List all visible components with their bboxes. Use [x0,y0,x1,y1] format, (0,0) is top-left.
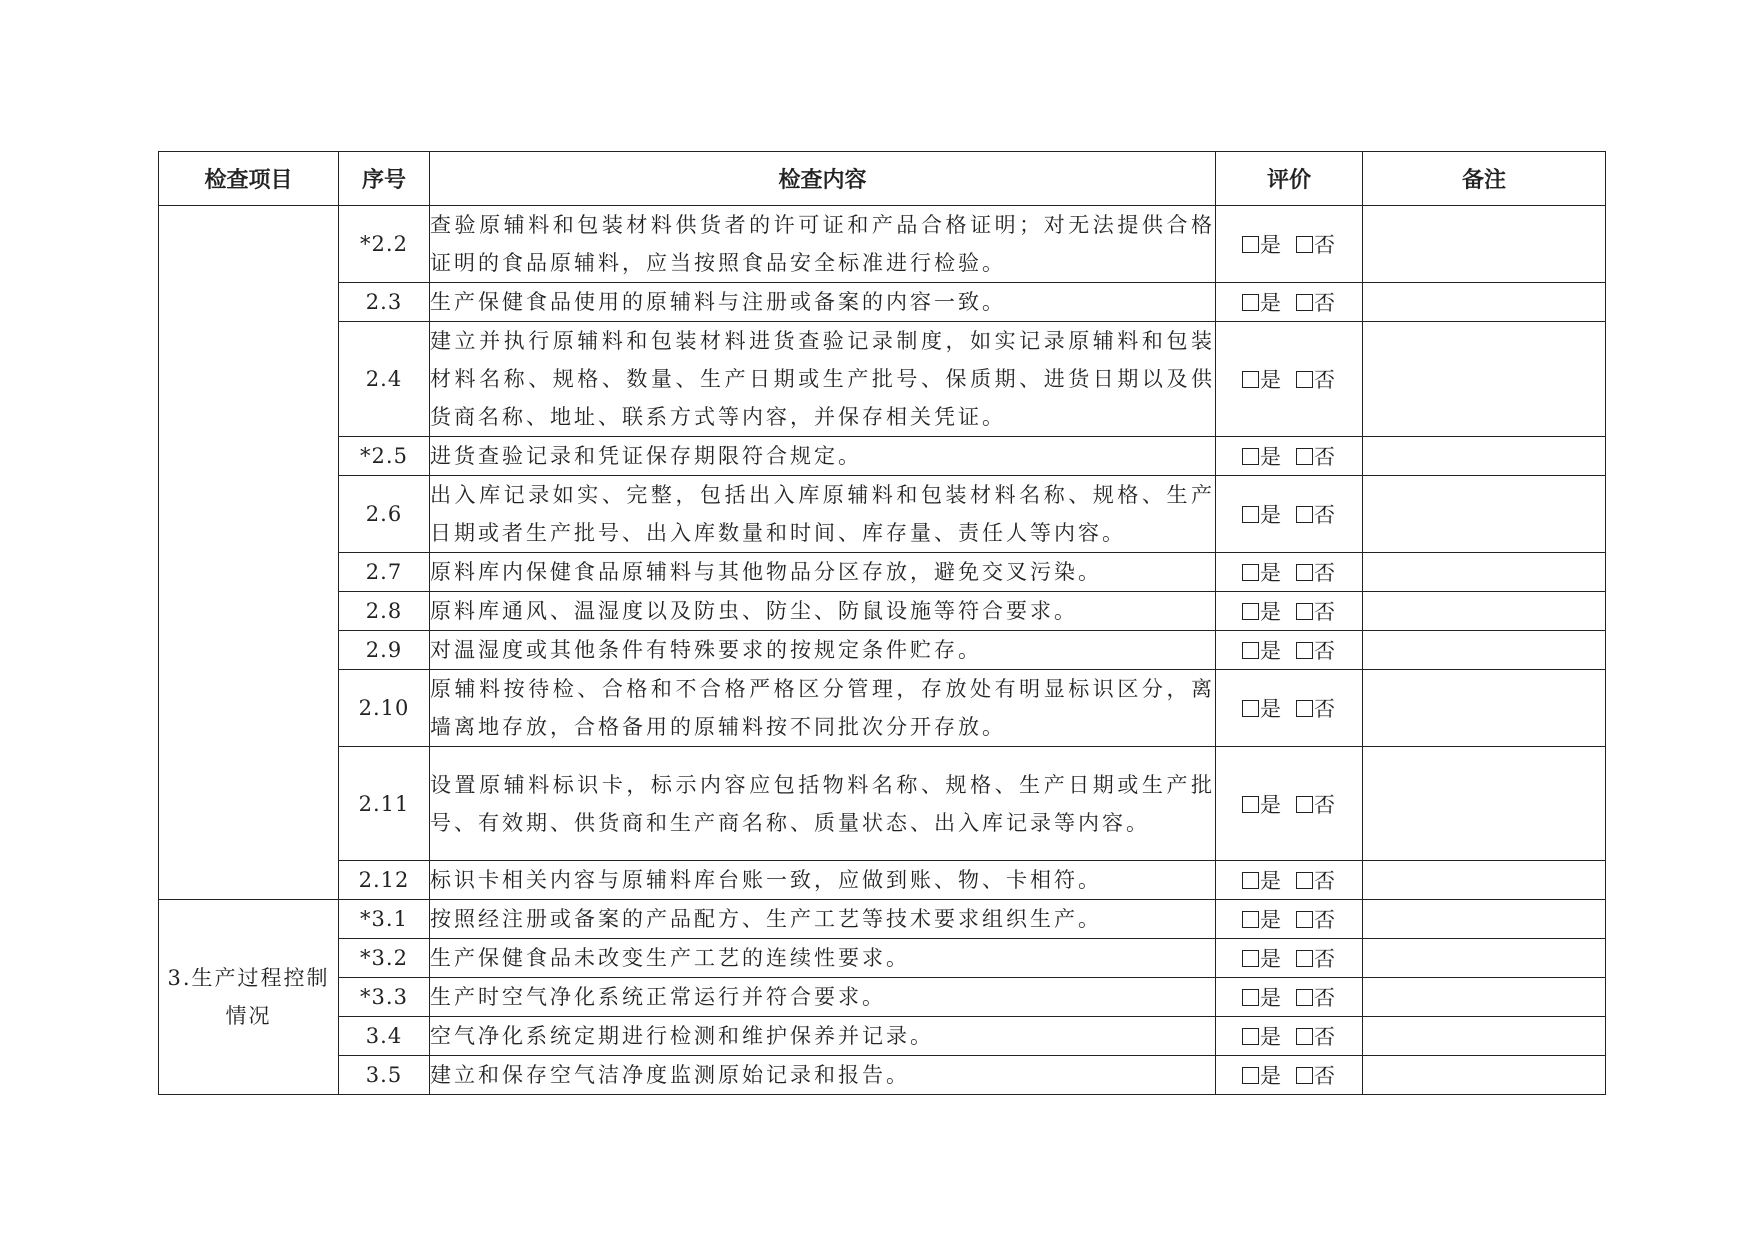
eval-option-no[interactable] [1296,908,1336,932]
eval-option-no[interactable] [1296,869,1336,893]
row-note[interactable] [1363,437,1606,476]
eval-option-no[interactable] [1296,697,1336,721]
checkbox-icon[interactable] [1296,950,1313,967]
row-content: 标识卡相关内容与原辅料库台账一致，应做到账、物、卡相符。 [430,861,1216,900]
eval-option-label: 是 [1260,1064,1282,1088]
table-row [159,1017,1606,1056]
eval-option-no[interactable] [1296,947,1336,971]
row-eval [1216,861,1363,900]
eval-option-label: 否 [1314,503,1336,527]
row-content: 生产保健食品使用的原辅料与注册或备案的内容一致。 [430,283,1216,322]
eval-option-yes[interactable] [1242,697,1282,721]
eval-option-yes[interactable] [1242,445,1282,469]
eval-option-label: 否 [1314,792,1336,817]
inspection-table [158,151,1606,1095]
eval-option-yes[interactable] [1242,561,1282,585]
row-content: 原料库内保健食品原辅料与其他物品分区存放，避免交叉污染。 [430,553,1216,592]
checkbox-icon[interactable] [1242,564,1259,581]
row-eval [1216,1056,1363,1095]
row-eval [1216,631,1363,670]
row-content: 空气净化系统定期进行检测和维护保养并记录。 [430,1017,1216,1056]
eval-option-label: 是 [1260,792,1282,817]
row-note[interactable] [1363,978,1606,1017]
header-row [159,152,1606,206]
checkbox-icon[interactable] [1242,642,1259,659]
row-eval [1216,283,1363,322]
checkbox-icon[interactable] [1242,1028,1259,1045]
header-content: 检查内容 [430,152,1216,206]
checkbox-icon[interactable] [1242,796,1259,813]
row-seq: *3.3 [339,978,430,1017]
eval-option-label: 是 [1260,947,1282,971]
eval-option-no[interactable] [1296,233,1336,257]
eval-option-no[interactable] [1296,639,1336,663]
checkbox-icon[interactable] [1296,1028,1313,1045]
row-seq: 2.3 [339,283,430,322]
checkbox-icon[interactable] [1242,700,1259,717]
row-content: 建立和保存空气洁净度监测原始记录和报告。 [430,1056,1216,1095]
checkbox-icon[interactable] [1242,294,1259,311]
row-note[interactable] [1363,861,1606,900]
eval-option-label: 是 [1260,291,1282,315]
eval-option-no[interactable] [1296,1025,1336,1049]
eval-option-label: 否 [1314,908,1336,932]
eval-option-yes[interactable] [1242,908,1282,932]
eval-option-yes[interactable] [1242,368,1282,392]
row-note[interactable] [1363,592,1606,631]
row-seq: 2.6 [339,476,430,553]
checkbox-icon[interactable] [1296,700,1313,717]
eval-option-label: 是 [1260,503,1282,527]
row-seq: 3.5 [339,1056,430,1095]
table-row [159,978,1606,1017]
row-note[interactable] [1363,322,1606,437]
checkbox-icon[interactable] [1296,294,1313,311]
checkbox-icon[interactable] [1242,371,1259,388]
eval-option-label: 是 [1260,600,1282,624]
eval-option-yes[interactable] [1242,793,1282,817]
eval-option-no[interactable] [1296,561,1336,585]
checkbox-icon[interactable] [1242,236,1259,253]
checkbox-icon[interactable] [1242,448,1259,465]
checkbox-icon[interactable] [1242,1067,1259,1084]
row-seq: 2.9 [339,631,430,670]
eval-option-no[interactable] [1296,445,1336,469]
row-seq: 2.11 [339,747,430,861]
eval-option-no[interactable] [1296,291,1336,315]
checkbox-icon[interactable] [1296,989,1313,1006]
category-cell-2 [159,206,339,900]
header-item: 检查项目 [159,152,339,206]
eval-option-label: 否 [1314,697,1336,721]
category-cell-3: 3.生产过程控制情况 [159,900,339,1095]
table-row [159,476,1606,553]
eval-option-no[interactable] [1296,793,1336,817]
row-eval [1216,206,1363,283]
table-row [159,283,1606,322]
table-row [159,747,1606,861]
table-row [159,553,1606,592]
checkbox-icon[interactable] [1296,872,1313,889]
row-eval [1216,747,1363,861]
eval-option-label: 是 [1260,233,1282,257]
header-seq: 序号 [339,152,430,206]
row-eval [1216,476,1363,553]
checkbox-icon[interactable] [1242,506,1259,523]
row-seq: 3.4 [339,1017,430,1056]
eval-option-yes[interactable] [1242,1025,1282,1049]
row-seq: 2.10 [339,670,430,747]
row-note[interactable] [1363,1056,1606,1095]
eval-option-label: 是 [1260,561,1282,585]
checkbox-icon[interactable] [1296,1067,1313,1084]
row-note[interactable] [1363,939,1606,978]
row-seq: *3.1 [339,900,430,939]
eval-option-label: 否 [1314,445,1336,469]
checkbox-icon[interactable] [1296,564,1313,581]
eval-option-no[interactable] [1296,368,1336,392]
row-content: 对温湿度或其他条件有特殊要求的按规定条件贮存。 [430,631,1216,670]
row-seq: *2.5 [339,437,430,476]
row-note[interactable] [1363,206,1606,283]
eval-option-label: 否 [1314,291,1336,315]
eval-option-label: 否 [1314,233,1336,257]
table-row [159,670,1606,747]
row-seq: 2.7 [339,553,430,592]
eval-option-label: 否 [1314,561,1336,585]
eval-option-label: 是 [1260,1025,1282,1049]
checkbox-icon[interactable] [1296,371,1313,388]
eval-option-label: 是 [1260,697,1282,721]
eval-option-yes[interactable] [1242,869,1282,893]
eval-option-yes[interactable] [1242,600,1282,624]
checkbox-icon[interactable] [1296,796,1313,813]
table-row [159,322,1606,437]
eval-option-label: 否 [1314,1025,1336,1049]
row-note[interactable] [1363,476,1606,553]
row-seq: 2.4 [339,322,430,437]
row-note[interactable] [1363,283,1606,322]
eval-option-label: 是 [1260,908,1282,932]
table-row [159,206,1606,283]
row-content: 生产时空气净化系统正常运行并符合要求。 [430,978,1216,1017]
table-row [159,437,1606,476]
eval-option-label: 否 [1314,947,1336,971]
row-content: 原料库通风、温湿度以及防虫、防尘、防鼠设施等符合要求。 [430,592,1216,631]
eval-option-no[interactable] [1296,986,1336,1010]
row-eval [1216,322,1363,437]
checkbox-icon[interactable] [1296,448,1313,465]
eval-option-label: 是 [1260,368,1282,392]
row-content: 设置原辅料标识卡，标示内容应包括物料名称、规格、生产日期或生产批号、有效期、供货商和生产商名称、质量状态、出入库记录等内容。 [430,747,1216,861]
eval-option-label: 否 [1314,869,1336,893]
eval-option-label: 是 [1260,445,1282,469]
checkbox-icon[interactable] [1242,911,1259,928]
eval-option-no[interactable] [1296,503,1336,527]
header-eval: 评价 [1216,152,1363,206]
eval-option-label: 否 [1314,986,1336,1010]
row-content: 查验原辅料和包装材料供货者的许可证和产品合格证明；对无法提供合格证明的食品原辅料，应当按照食品安全标准进行检验。 [430,206,1216,283]
row-content: 进货查验记录和凭证保存期限符合规定。 [430,437,1216,476]
row-note[interactable] [1363,900,1606,939]
row-content: 生产保健食品未改变生产工艺的连续性要求。 [430,939,1216,978]
row-seq: 2.12 [339,861,430,900]
checkbox-icon[interactable] [1242,950,1259,967]
eval-option-label: 是 [1260,639,1282,663]
row-eval [1216,553,1363,592]
eval-option-label: 否 [1314,639,1336,663]
eval-option-yes[interactable] [1242,947,1282,971]
eval-option-label: 是 [1260,869,1282,893]
row-eval [1216,939,1363,978]
row-eval [1216,978,1363,1017]
table-row [159,631,1606,670]
row-note[interactable] [1363,670,1606,747]
table-row [159,861,1606,900]
eval-option-yes[interactable] [1242,1064,1282,1088]
checkbox-icon[interactable] [1242,872,1259,889]
row-note[interactable] [1363,553,1606,592]
table-row [159,592,1606,631]
eval-option-yes[interactable] [1242,986,1282,1010]
checkbox-icon[interactable] [1296,506,1313,523]
row-note[interactable] [1363,1017,1606,1056]
row-seq: *3.2 [339,939,430,978]
row-eval [1216,1017,1363,1056]
row-seq: 2.8 [339,592,430,631]
table-row [159,1056,1606,1095]
row-eval [1216,592,1363,631]
eval-option-yes[interactable] [1242,233,1282,257]
eval-option-label: 是 [1260,986,1282,1010]
eval-option-yes[interactable] [1242,291,1282,315]
row-content: 原辅料按待检、合格和不合格严格区分管理，存放处有明显标识区分，离墙离地存放，合格备用的原辅料按不同批次分开存放。 [430,670,1216,747]
checkbox-icon[interactable] [1296,642,1313,659]
eval-option-yes[interactable] [1242,639,1282,663]
eval-option-label: 否 [1314,1064,1336,1088]
checkbox-icon[interactable] [1296,911,1313,928]
row-content: 出入库记录如实、完整，包括出入库原辅料和包装材料名称、规格、生产日期或者生产批号、出入库数量和时间、库存量、责任人等内容。 [430,476,1216,553]
eval-option-yes[interactable] [1242,503,1282,527]
eval-option-label: 否 [1314,368,1336,392]
row-content: 建立并执行原辅料和包装材料进货查验记录制度，如实记录原辅料和包装材料名称、规格、数量、生产日期或生产批号、保质期、进货日期以及供货商名称、地址、联系方式等内容，并保存相关凭证。 [430,322,1216,437]
eval-option-no[interactable] [1296,600,1336,624]
eval-option-no[interactable] [1296,1064,1336,1088]
row-note[interactable] [1363,747,1606,861]
row-note[interactable] [1363,631,1606,670]
checkbox-icon[interactable] [1242,989,1259,1006]
table-row [159,900,1606,939]
checkbox-icon[interactable] [1242,603,1259,620]
row-eval [1216,670,1363,747]
row-seq: *2.2 [339,206,430,283]
row-eval [1216,900,1363,939]
eval-option-label: 否 [1314,600,1336,624]
row-eval [1216,437,1363,476]
table-row [159,939,1606,978]
checkbox-icon[interactable] [1296,603,1313,620]
checkbox-icon[interactable] [1296,236,1313,253]
header-note: 备注 [1363,152,1606,206]
row-content: 按照经注册或备案的产品配方、生产工艺等技术要求组织生产。 [430,900,1216,939]
